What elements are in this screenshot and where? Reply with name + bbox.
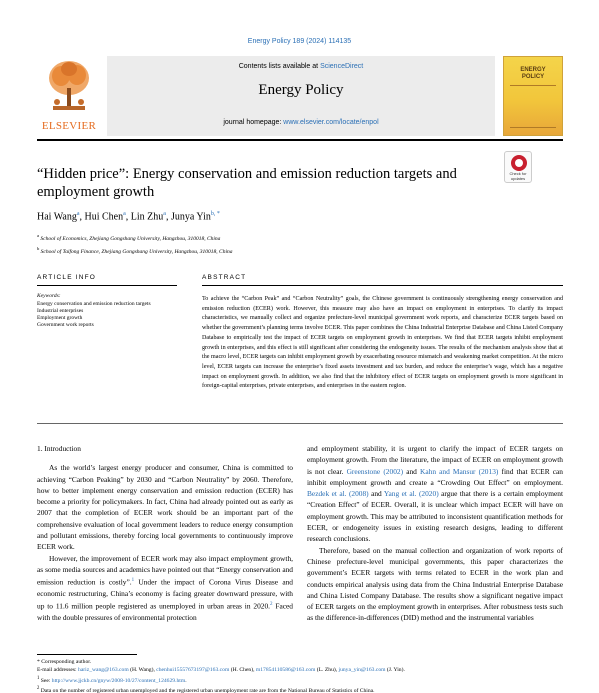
affiliation-item xyxy=(37,231,233,244)
journal-cover-thumbnail[interactable] xyxy=(503,56,563,136)
abstract-text: To achieve the “Carbon Peak” and “Carbon Neutrality” goals, the Chinese government is continuously strengthening energy conservation and emission reduction (ECER) work. However, this measure may also have an impact on employment in enterprises. To clarify its impact characteristics, we manually collect and organize prefecture-level municipal government work reports, and characterize ECER targets based on whether the government’s planning terms involve ECER. This paper combines the China Industrial Enterprise Database and China Listed Company Database to empirically test the impact of ECER targets on employment growth in enterprises. We find that ECER targets inhibit employment growth in enterprises, and this effect is still significant after considering the endogeneity issues. The results of the mechanism analysis show that at the macro level, ECER targets can inhibit employment growth by exacerbating resource mismatch and weakening market competition. At the micro level, ECER targets can increase the enterprise’s fixed assets investment and tax burden, and reduce the enterprise’s wage, which has a negative impact on employment growth. In addition, we also find that the inhibitory effect of ECER targets on employment growth is more significant in foreign-capital enterprises, private enterprises, and enterprises in the eastern region. xyxy=(202,296,563,390)
footnote-link[interactable]: http://www.jjckb.cn/gnyw/2008-10/27/content_124629.htm xyxy=(51,677,186,684)
affiliations xyxy=(37,231,233,257)
keyword-item: Energy conservation and emission reduction targets xyxy=(37,301,151,307)
section-heading: 1. Introduction xyxy=(37,444,81,453)
cover-title xyxy=(504,67,562,81)
check-for-updates-badge[interactable] xyxy=(504,151,532,183)
footnotes xyxy=(37,658,563,693)
body-paragraph xyxy=(307,443,563,545)
masthead-banner xyxy=(107,56,495,136)
cover-divider xyxy=(510,85,556,86)
footnote-text: See: xyxy=(39,677,52,684)
affiliation-mark: b xyxy=(37,245,40,251)
footnote-rule xyxy=(37,654,137,655)
email-label: E-mail addresses: xyxy=(37,667,79,674)
footnote-ref[interactable]: 2 xyxy=(270,602,273,608)
footnote-mark: 1 xyxy=(37,675,40,681)
paragraph-text: However, the improvement of ECER work may also impact employment growth, as some media sources and academics have pointed out that “Energy conservation and emission reduction is costly”. xyxy=(37,553,293,587)
footnote-text: . xyxy=(185,677,187,684)
email-owner: (H. Wang), xyxy=(128,667,157,674)
email-owner: (H. Chen), xyxy=(229,667,256,674)
crossmark-label xyxy=(505,172,531,181)
elsevier-wordmark: ELSEVIER xyxy=(41,120,97,132)
cover-title-line-2: POLICY xyxy=(521,74,545,80)
contents-prefix: Contents lists available at xyxy=(238,63,321,70)
sciencedirect-link[interactable]: ScienceDirect xyxy=(320,63,364,70)
crossmark-label-line-2: updates xyxy=(510,175,526,181)
affiliation-text: School of Economics, Zhejiang Gongshang University, Hangzhou, 310018, China xyxy=(40,235,221,242)
article-title: “Hidden price”: Energy conservation and emission reduction targets and employment growth xyxy=(37,166,457,200)
contents-available-line xyxy=(107,63,495,70)
corresponding-author-note xyxy=(37,658,563,666)
cover-title-line-1: ENERGY xyxy=(520,67,546,73)
email-addresses xyxy=(37,666,563,674)
email-link[interactable]: chenhui15557673197@163.com xyxy=(156,667,230,674)
author-affiliation-mark[interactable]: a xyxy=(76,211,80,217)
body-column-right xyxy=(307,443,563,624)
paragraph-text: and xyxy=(368,489,384,499)
elsevier-tree-icon xyxy=(45,58,93,114)
homepage-prefix: journal homepage: xyxy=(223,119,284,126)
masthead-rule xyxy=(37,139,563,141)
cover-divider xyxy=(510,127,556,128)
author-affiliation-mark[interactable]: a xyxy=(163,211,166,217)
footnote-mark: 2 xyxy=(37,686,40,692)
paragraph-text: Faced with the double pressures of environmental protection xyxy=(37,601,293,623)
keywords-list xyxy=(37,301,177,329)
footnote-2 xyxy=(37,685,563,693)
affiliation-text: School of Taifong Finance, Zhejiang Gongshang University, Hangzhou, 310018, China xyxy=(40,248,233,255)
citation-link[interactable]: Yang et al. (2020) xyxy=(383,489,439,499)
affiliation-item xyxy=(37,244,233,257)
keywords-label: Keywords: xyxy=(37,293,61,299)
body-paragraph xyxy=(37,553,293,624)
crossmark-icon xyxy=(511,155,527,171)
paragraph-text: Under the impact of Corona Virus Disease and economic restructuring, China’s economy is facing greater downward pressure, with up to 11.6 million people registered as unemployed in urban areas in 2020. xyxy=(37,577,293,611)
author-name[interactable]: Hai Wang xyxy=(37,211,77,223)
journal-homepage-link[interactable]: www.elsevier.com/locate/enpol xyxy=(283,119,379,126)
author-list: Hai Wang$^a$, Hui Chen$^a$, Lin Zhu$^a$, Junya Yin$^{b, *}$ xyxy=(37,211,220,223)
body-paragraph: As the world’s largest energy producer and consumer, China is committed to achieving “Carbon Peaking” by 2030 and “Carbon Neutrality” by 2060. Therefore, how to better implement energy conservation and emission reduction (ECER) has become a priority for policymakers. In fact, China had already pointed out as early as 2007 that the completion of ECER work should be an important part of the comprehensive evaluation of local government leaders to reduce energy consumption and pollutant emissions, thereby forcing local governments to continuously improve ECER work. xyxy=(37,463,293,552)
journal-masthead xyxy=(37,56,563,136)
footnote-1 xyxy=(37,675,563,685)
citation-link[interactable]: Kahn and Mansur (2013) xyxy=(420,466,499,476)
footnote-mark: * xyxy=(37,659,40,665)
email-link[interactable]: hariz_wang@163.com xyxy=(78,667,129,674)
email-owner: (L. Zhu), xyxy=(315,667,339,674)
body-paragraph: Therefore, based on the manual collection and organization of work reports of Chinese prefecture-level municipal governments, this paper characterizes the government’s ECER targets with terms related to ECER in the work plan and conducts empirical analysis using data from the China Industrial Enterprise Database and China Listed Company Database. The results show a significant negative impact of ECER targets on the employment growth in enterprises. After robustness tests such as the difference-in-differences (DID) method and the instrumental variables xyxy=(307,545,563,623)
journal-homepage-line xyxy=(107,119,495,126)
abstract-rule xyxy=(202,285,563,286)
citation-link[interactable]: Bezdek et al. (2008) xyxy=(307,489,369,499)
footnote-text: Corresponding author. xyxy=(39,659,92,665)
paragraph-text: find that ECER can inhibit employment growth and create a “Crowding Out Effect” on employment. xyxy=(307,466,564,487)
email-link[interactable]: m17854110586@163.com xyxy=(255,667,316,674)
paragraph-text: argue that there is a certain employment “Creation Effect” of ECER. Overall, it is unclear which impact ECER will have on employment growth. This may be attributed to inconsistent quantification methods for ECER, or endogeneity issues in existing research designs, leading to different research conclusions. xyxy=(307,489,564,544)
citation-link[interactable]: Greenstone (2002) xyxy=(346,466,404,476)
author-name[interactable]: Junya Yin xyxy=(170,211,211,223)
affiliation-mark: a xyxy=(37,233,40,238)
journal-reference[interactable]: Energy Policy 189 (2024) 114135 xyxy=(247,38,352,45)
crossmark-label-line-1: Check for xyxy=(509,171,527,176)
author-affiliation-mark[interactable]: a xyxy=(123,211,126,217)
body-column-left xyxy=(37,443,293,623)
keyword-item: Employment growth xyxy=(37,315,83,321)
abstract-heading: ABSTRACT xyxy=(202,274,247,281)
journal-title: Energy Policy xyxy=(258,82,344,98)
paragraph-text: and xyxy=(403,466,420,476)
email-link[interactable]: junya_yin@163.com xyxy=(338,667,386,674)
author-name[interactable]: Lin Zhu xyxy=(130,211,164,223)
author-affiliation-mark[interactable]: b, * xyxy=(210,211,220,217)
article-info-rule xyxy=(37,285,177,286)
keyword-item: Government work reports xyxy=(37,322,94,328)
footnote-ref[interactable]: 1 xyxy=(131,578,135,584)
paragraph-text: and employment stability, it is urgent to clarify the impact of ECER targets on employment growth. From the literature, the impact of ECER on employment growth is not clear. xyxy=(307,444,563,476)
elsevier-logo[interactable] xyxy=(37,56,101,136)
author-name[interactable]: Hui Chen xyxy=(84,211,124,223)
email-owner: (J. Yin). xyxy=(385,667,405,674)
keyword-item: Industrial enterprises xyxy=(37,308,84,314)
footnote-text: Data on the number of registered urban unemployed and the registered urban unemployment rate are from the National Bureau of Statistics of China. xyxy=(39,687,375,693)
abstract-bottom-rule xyxy=(37,423,563,424)
article-info-heading: ARTICLE INFO xyxy=(37,274,97,281)
